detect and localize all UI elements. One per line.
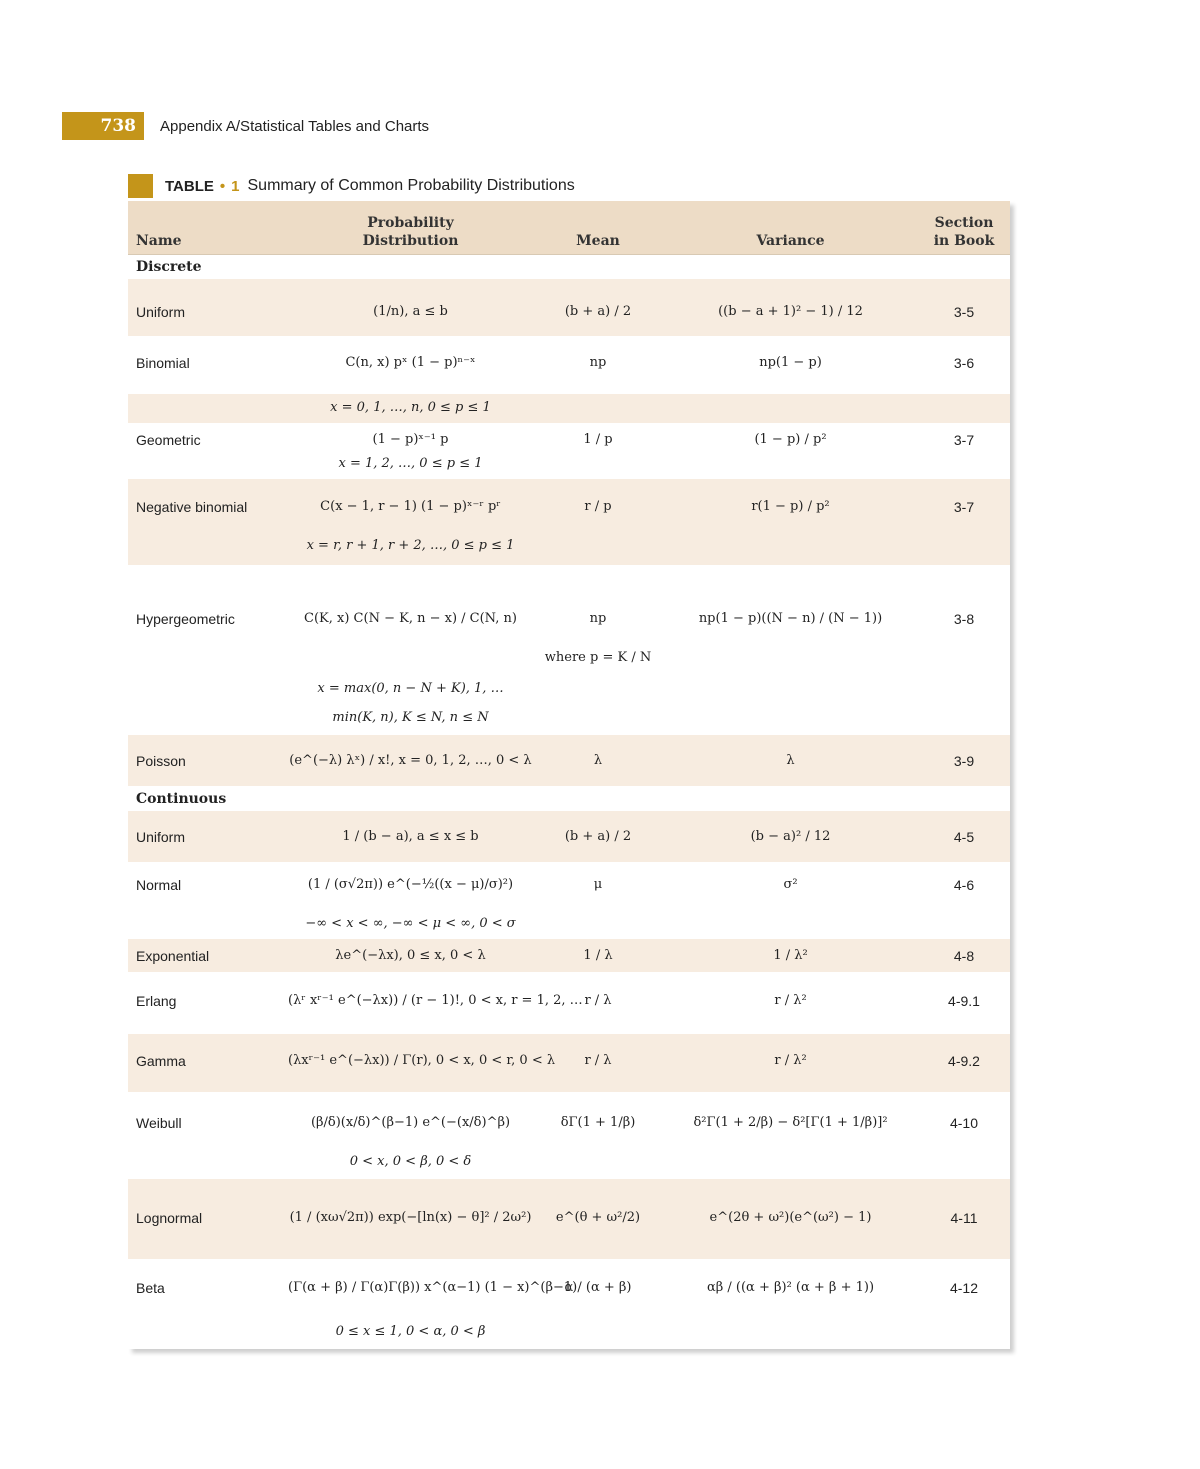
distribution-name: Gamma bbox=[136, 1053, 186, 1069]
distribution-name: Normal bbox=[136, 877, 182, 893]
distribution-formula: (Γ(α + β) / Γ(α)Γ(β)) x^(α−1) (1 − x)^(β−1) bbox=[288, 1280, 578, 1295]
table-row bbox=[128, 811, 1010, 862]
distribution-mean: (b + a) / 2 bbox=[564, 829, 632, 844]
distribution-formula: C(K, x) C(N − K, n − x) / C(N, n) bbox=[304, 611, 517, 626]
col-section-bottom: in Book bbox=[933, 233, 995, 249]
section-ref: 4-5 bbox=[953, 829, 975, 845]
table-row-condition bbox=[128, 394, 1010, 423]
col-distribution-top: Probability bbox=[367, 215, 454, 231]
distribution-variance: ((b − a + 1)² − 1) / 12 bbox=[718, 304, 863, 319]
group-row-discrete bbox=[128, 255, 1010, 279]
distribution-mean: λ bbox=[593, 753, 603, 768]
distribution-variance: σ² bbox=[783, 877, 798, 892]
distribution-formula: 1 / (b − a), a ≤ x ≤ b bbox=[342, 829, 479, 844]
col-distribution-bottom: Distribution bbox=[362, 233, 459, 249]
page-running-title: Appendix A/Statistical Tables and Charts bbox=[160, 117, 430, 135]
distribution-formula: (β/δ)(x/δ)^(β−1) e^(−(x/δ)^β) bbox=[310, 1115, 511, 1130]
section-ref: 3-8 bbox=[953, 611, 975, 627]
distribution-variance: αβ / ((α + β)² (α + β + 1)) bbox=[706, 1280, 875, 1295]
distribution-variance: (1 − p) / p² bbox=[754, 432, 827, 447]
distribution-mean: np bbox=[589, 611, 607, 626]
group-row-continuous bbox=[128, 786, 1010, 811]
distribution-condition: x = max(0, n − N + K), 1, … bbox=[317, 681, 504, 696]
distribution-formula: (λʳ xʳ⁻¹ e^(−λx)) / (r − 1)!, 0 < x, r = 1, 2, … bbox=[288, 993, 583, 1008]
distribution-name: Hypergeometric bbox=[136, 611, 235, 627]
table-caption bbox=[128, 174, 575, 198]
section-ref: 3-7 bbox=[953, 432, 975, 448]
distribution-table bbox=[128, 201, 1010, 1349]
distribution-name: Erlang bbox=[136, 993, 177, 1009]
distribution-condition-2: min(K, n), K ≤ N, n ≤ N bbox=[332, 710, 489, 725]
table-row bbox=[128, 1259, 1010, 1349]
table-row bbox=[128, 1034, 1010, 1092]
distribution-mean: (b + a) / 2 bbox=[564, 304, 632, 319]
col-name: Name bbox=[136, 233, 182, 249]
distribution-condition: x = 1, 2, …, 0 ≤ p ≤ 1 bbox=[338, 456, 483, 471]
distribution-mean: r / λ bbox=[584, 1053, 612, 1068]
distribution-name: Geometric bbox=[136, 432, 201, 448]
section-ref: 3-7 bbox=[953, 499, 975, 515]
distribution-variance: r(1 − p) / p² bbox=[751, 499, 830, 514]
distribution-formula: (1 / (xω√2π)) exp(−[ln(x) − θ]² / 2ω²) bbox=[289, 1210, 532, 1225]
col-section-top: Section bbox=[934, 215, 994, 231]
distribution-name: Uniform bbox=[136, 304, 186, 320]
distribution-condition: x = 0, 1, …, n, 0 ≤ p ≤ 1 bbox=[330, 400, 491, 415]
distribution-variance: e^(2θ + ω²)(e^(ω²) − 1) bbox=[709, 1210, 872, 1225]
caption-marker bbox=[128, 174, 153, 198]
table-header bbox=[128, 201, 1010, 255]
distribution-condition: 0 < x, 0 < β, 0 < δ bbox=[349, 1154, 472, 1169]
group-label: Continuous bbox=[136, 791, 227, 807]
distribution-name: Uniform bbox=[136, 829, 186, 845]
section-ref: 4-9.1 bbox=[948, 993, 980, 1009]
distribution-formula: (1 / (σ√2π)) e^(−½((x − μ)/σ)²) bbox=[307, 877, 514, 892]
distribution-mean: μ bbox=[593, 877, 603, 892]
section-ref: 4-12 bbox=[949, 1280, 979, 1296]
distribution-mean: 1 / p bbox=[583, 432, 613, 447]
col-variance: Variance bbox=[756, 233, 825, 249]
table-number: 1 bbox=[231, 177, 240, 195]
table-row bbox=[128, 862, 1010, 939]
distribution-condition: 0 ≤ x ≤ 1, 0 < α, 0 < β bbox=[335, 1324, 486, 1339]
distribution-variance: np(1 − p)((N − n) / (N − 1)) bbox=[698, 611, 883, 626]
distribution-mean: r / p bbox=[584, 499, 612, 514]
distribution-name: Exponential bbox=[136, 948, 210, 964]
table-row bbox=[128, 279, 1010, 336]
distribution-formula: (1 − p)ˣ⁻¹ p bbox=[372, 432, 449, 447]
section-ref: 3-5 bbox=[953, 304, 975, 320]
section-ref: 3-9 bbox=[953, 753, 975, 769]
distribution-name: Lognormal bbox=[136, 1210, 203, 1226]
distribution-formula: (e^(−λ) λˣ) / x!, x = 0, 1, 2, …, 0 < λ bbox=[289, 753, 532, 768]
distribution-mean: 1 / λ bbox=[583, 948, 613, 963]
section-ref: 4-9.2 bbox=[948, 1053, 980, 1069]
page-header bbox=[62, 112, 429, 140]
distribution-mean: α / (α + β) bbox=[564, 1280, 632, 1295]
table-row bbox=[128, 1179, 1010, 1259]
table-row bbox=[128, 423, 1010, 479]
table-label: TABLE bbox=[165, 177, 214, 195]
distribution-variance: r / λ² bbox=[774, 1053, 807, 1068]
section-ref: 4-6 bbox=[953, 877, 975, 893]
section-ref: 3-6 bbox=[953, 355, 975, 371]
table-title: Summary of Common Probability Distributions bbox=[247, 177, 575, 194]
distribution-formula: λe^(−λx), 0 ≤ x, 0 < λ bbox=[335, 948, 486, 963]
distribution-variance: δ²Γ(1 + 2/β) − δ²[Γ(1 + 1/β)]² bbox=[693, 1115, 888, 1130]
distribution-name: Poisson bbox=[136, 753, 186, 769]
col-mean: Mean bbox=[576, 233, 620, 249]
section-ref: 4-11 bbox=[950, 1210, 978, 1226]
table-row bbox=[128, 565, 1010, 735]
distribution-variance: (b − a)² / 12 bbox=[750, 829, 831, 844]
table-row bbox=[128, 735, 1010, 786]
section-ref: 4-10 bbox=[949, 1115, 979, 1131]
distribution-variance: 1 / λ² bbox=[773, 948, 808, 963]
table-separator: • bbox=[219, 177, 226, 195]
distribution-mean: e^(θ + ω²/2) bbox=[555, 1210, 641, 1225]
page-number: 738 bbox=[62, 112, 144, 140]
distribution-formula: (λxʳ⁻¹ e^(−λx)) / Γ(r), 0 < x, 0 < r, 0 < λ bbox=[288, 1053, 556, 1068]
distribution-variance: r / λ² bbox=[774, 993, 807, 1008]
distribution-name: Weibull bbox=[136, 1115, 182, 1131]
distribution-name: Binomial bbox=[136, 355, 190, 371]
distribution-formula: (1/n), a ≤ b bbox=[373, 304, 448, 319]
distribution-mean-note: where p = K / N bbox=[544, 650, 652, 665]
table-row bbox=[128, 972, 1010, 1034]
table-row bbox=[128, 1092, 1010, 1179]
group-label: Discrete bbox=[136, 259, 202, 275]
distribution-condition: −∞ < x < ∞, −∞ < μ < ∞, 0 < σ bbox=[305, 916, 516, 931]
distribution-condition: x = r, r + 1, r + 2, …, 0 ≤ p ≤ 1 bbox=[306, 538, 515, 553]
distribution-name: Beta bbox=[136, 1280, 165, 1296]
table-row bbox=[128, 336, 1010, 394]
distribution-mean: np bbox=[589, 355, 607, 370]
table-row bbox=[128, 939, 1010, 972]
distribution-variance: np(1 − p) bbox=[759, 355, 822, 370]
distribution-name: Negative binomial bbox=[136, 499, 248, 515]
distribution-formula: C(x − 1, r − 1) (1 − p)ˣ⁻ʳ pʳ bbox=[320, 499, 501, 514]
distribution-variance: λ bbox=[786, 753, 795, 768]
section-ref: 4-8 bbox=[953, 948, 975, 964]
distribution-mean: r / λ bbox=[584, 993, 612, 1008]
distribution-formula: C(n, x) pˣ (1 − p)ⁿ⁻ˣ bbox=[345, 355, 476, 370]
distribution-mean: δΓ(1 + 1/β) bbox=[560, 1115, 636, 1130]
table-row bbox=[128, 479, 1010, 565]
